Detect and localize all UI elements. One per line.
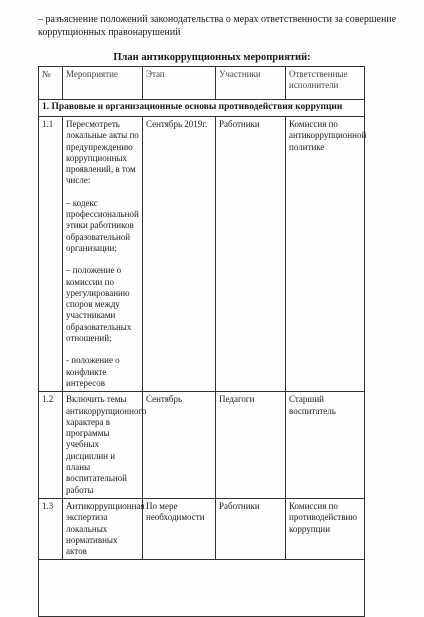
table-row [39,498,365,559]
event-text: Пересмотреть локальные акты по предупреждению коррупционных проявлений, в том числе: [66,119,139,186]
column-header-event: Мероприятие [63,67,143,100]
section-heading: 1. Правовые и организационные основы противодействия коррупции [39,100,365,117]
event-subitem: – положение о комиссии по урегулированию споров между участниками образовательных отношений; [66,265,132,344]
table-row [39,117,365,392]
row-event: Включить темы антикоррупционного характера в программы учебных дисциплин и планы воспитательной работы [63,392,143,499]
table-header-row [39,67,365,100]
row-event [63,117,143,392]
row-stage: Сентябрь [143,392,216,499]
row-number: 1.2 [39,392,63,499]
empty-cell [39,560,365,617]
column-header-stage: Этап [143,67,216,100]
row-responsible: Комиссия по антикоррупционной политике [286,117,365,392]
row-stage: Сентябрь 2019г. [143,117,216,392]
plan-table [38,66,365,617]
row-event: Антикоррупционная экспертиза локальных нормативных актов [63,498,143,559]
table-row-empty [39,560,365,617]
row-responsible: Комиссия по противодействию коррупции [286,498,365,559]
row-participants: Работники [216,117,286,392]
section-heading-row [39,100,365,117]
column-header-responsible: Ответственные исполнители [286,67,365,100]
row-number: 1.3 [39,498,63,559]
row-number: 1.1 [39,117,63,392]
intro-text: – разъяснение положений законодательства о мерах ответственности за совершение коррупционных правонарушений [38,14,397,38]
event-subitem: - положение о конфликте интересов [66,355,120,388]
column-header-number: № [39,67,63,100]
table-row [39,392,365,499]
row-participants: Работники [216,498,286,559]
row-responsible: Старший воспитатель [286,392,365,499]
row-stage: По мере необходимости [143,498,216,559]
column-header-participants: Участники [216,67,286,100]
row-participants: Педагоги [216,392,286,499]
plan-title: План антикоррупционных мероприятий: [113,52,311,63]
event-subitem: – кодекс профессиональной этики работников образовательной организации; [66,197,139,253]
